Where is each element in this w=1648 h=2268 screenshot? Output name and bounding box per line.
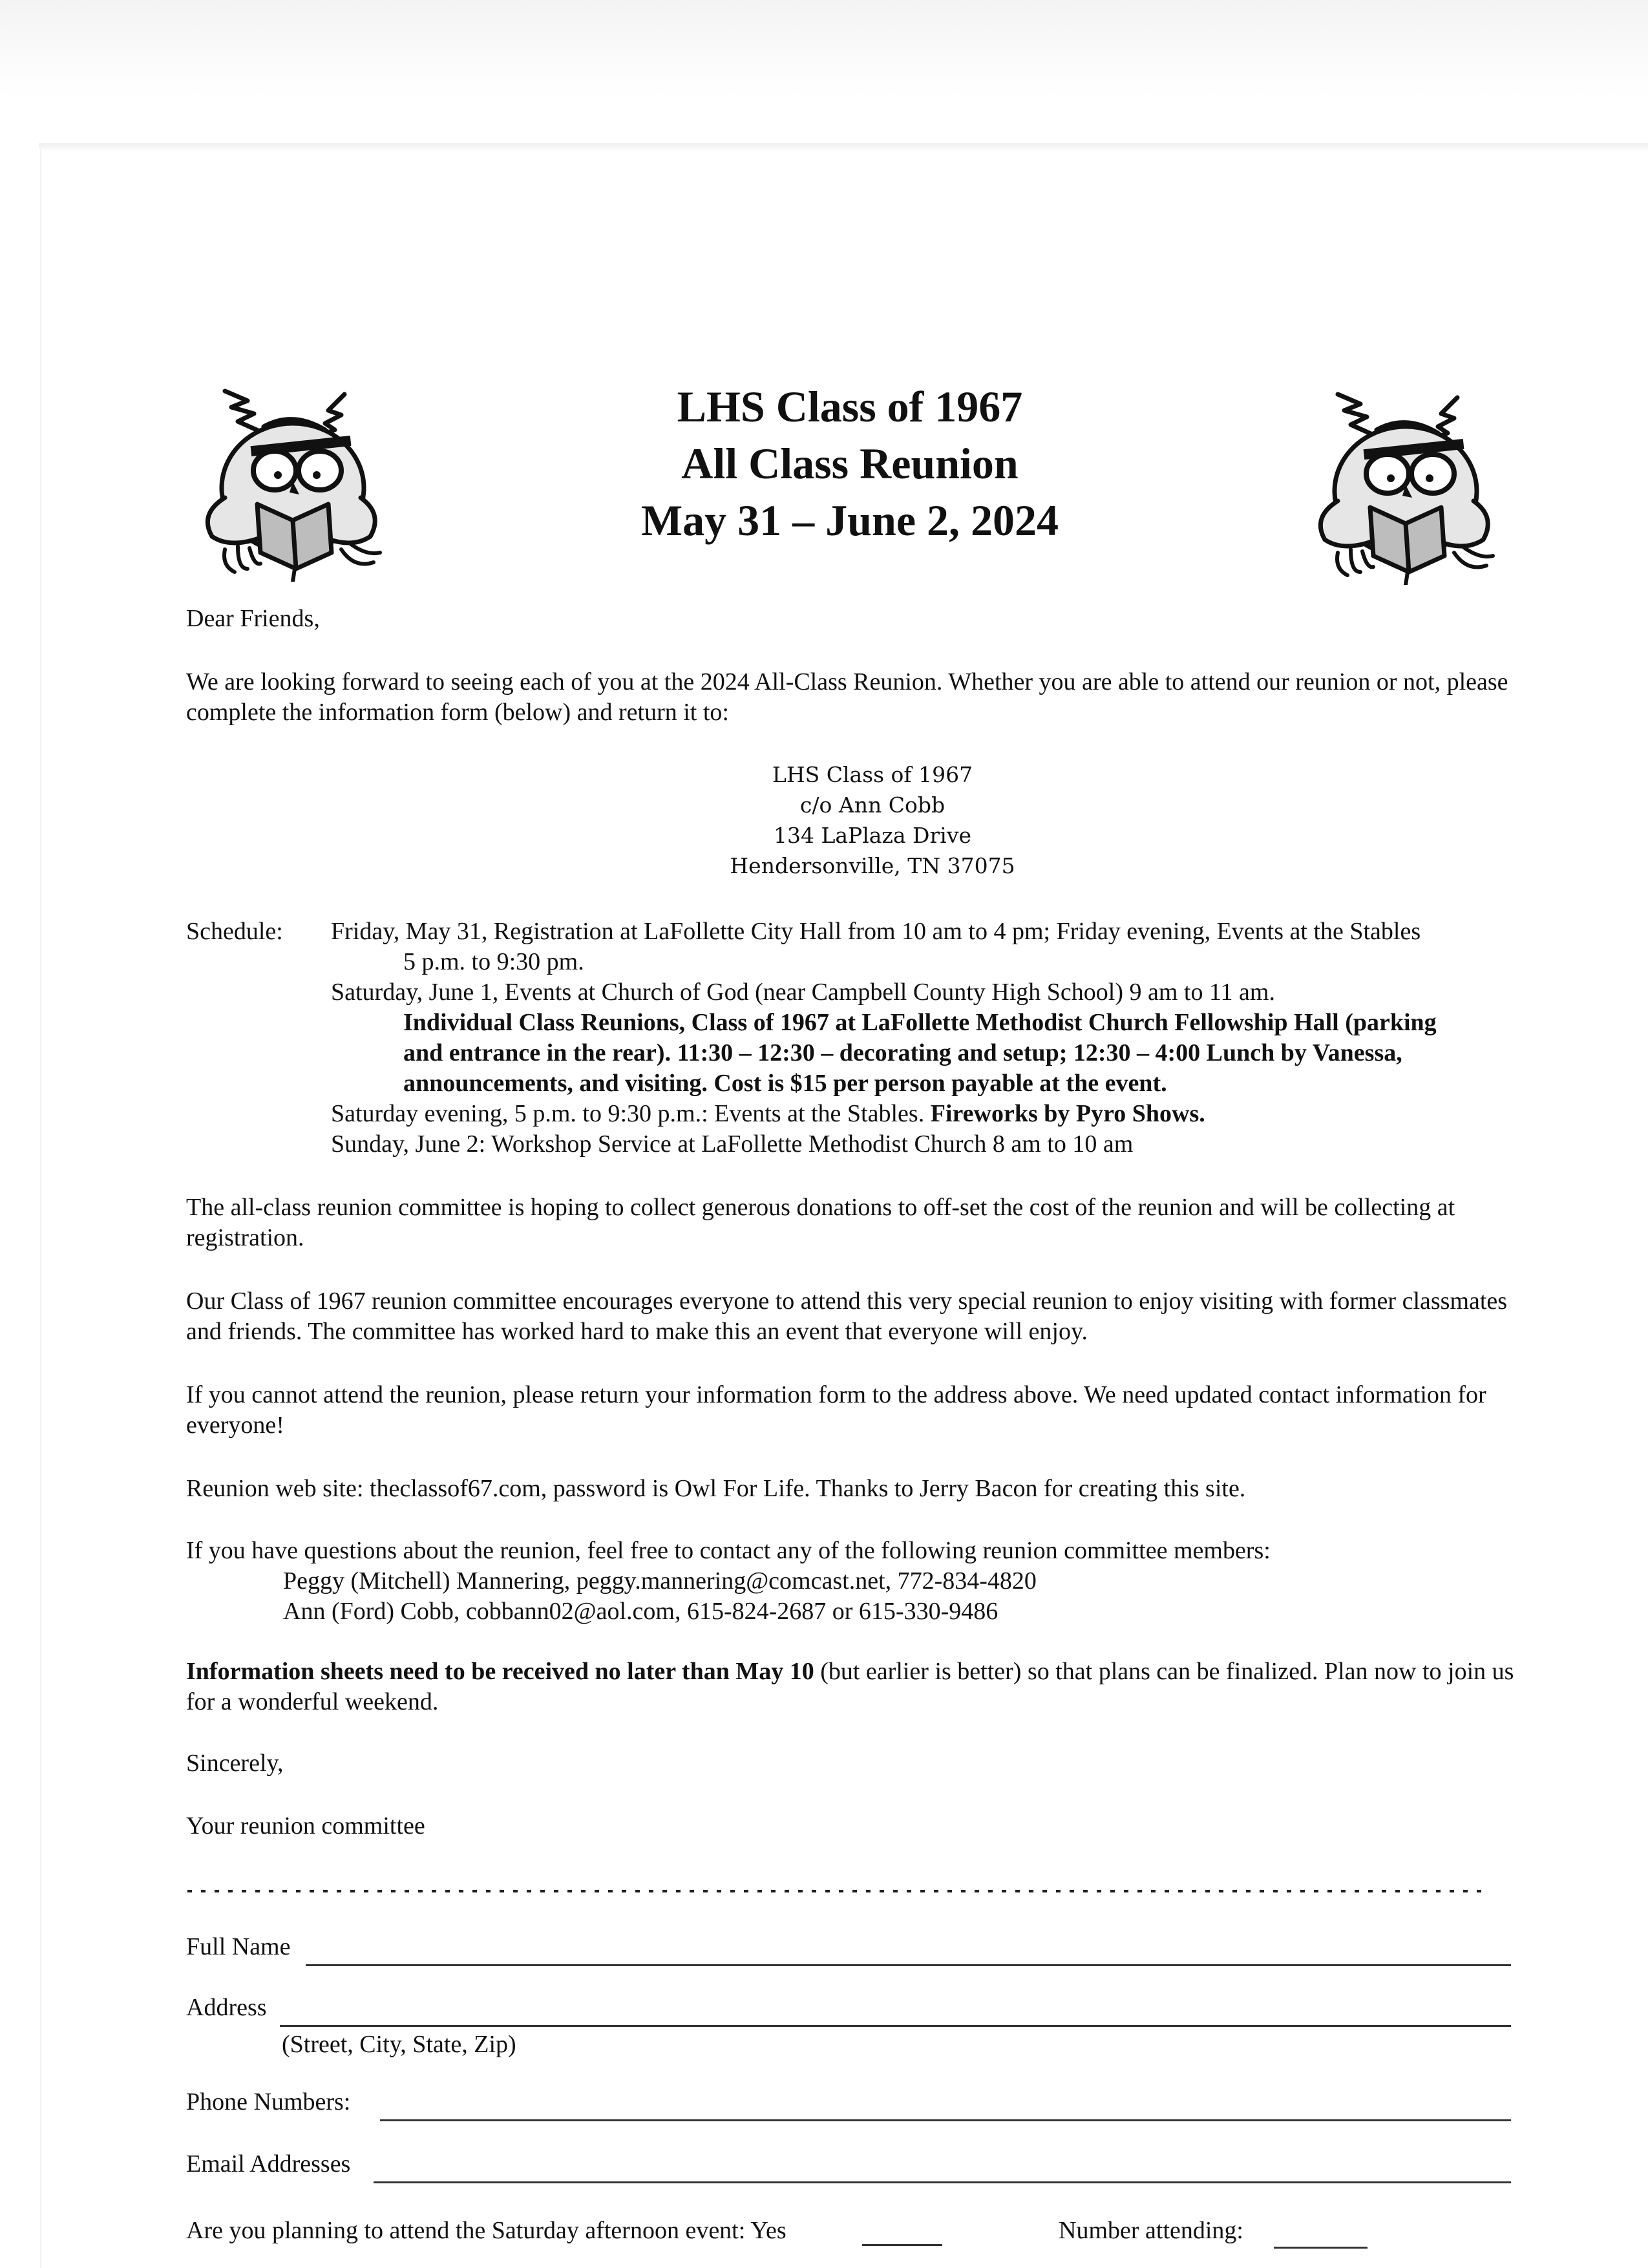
phone-label: Phone Numbers: — [186, 2088, 351, 2115]
questions-section — [186, 1536, 1545, 1627]
attend-question: Are you planning to attend the Saturday afternoon event: Yes — [186, 2217, 787, 2244]
schedule-saturday: Saturday, June 1, Events at Church of God (near Campbell County High School) 9 am to 11 am. — [331, 979, 1275, 1006]
email-input-line[interactable] — [374, 2181, 1511, 2183]
title-line-event: All Class Reunion — [681, 439, 1019, 488]
address-label: Address — [186, 1994, 267, 2021]
return-address — [646, 759, 1099, 881]
closing: Sincerely, — [186, 1750, 284, 1777]
cannot-attend-paragraph: If you cannot attend the reunion, please return your information form to the address above. We need updated contact information for everyone! — [186, 1381, 1486, 1439]
schedule-class-reunion-3: announcements, and visiting. Cost is $15 per person payable at the event. — [403, 1070, 1167, 1097]
saturday-evening-text: Saturday evening, 5 p.m. to 9:30 p.m.: Events at the Stables. — [331, 1100, 931, 1127]
deadline-bold: Information sheets need to be received no later than May 10 — [186, 1658, 814, 1685]
page-title — [452, 378, 1247, 549]
deadline-rest: (but earlier is better) so that plans can be finalized. Plan now to join us for a wonderful weekend. — [186, 1658, 1514, 1715]
full-name-input-line[interactable] — [306, 1964, 1511, 1966]
schedule-body — [331, 917, 1559, 1160]
donations-paragraph: The all-class reunion committee is hoping to collect generous donations to off-set the cost of the reunion and will be collecting at registration. — [186, 1194, 1455, 1251]
schedule-friday-cont: 5 p.m. to 9:30 pm. — [403, 948, 584, 975]
email-addresses-field[interactable] — [186, 2150, 1511, 2189]
attend-yes-blank[interactable] — [862, 2244, 942, 2246]
schedule-class-reunion-1: Individual Class Reunions, Class of 1967 at LaFollette Methodist Church Fellowship Hall (parking — [403, 1009, 1437, 1036]
phone-numbers-field[interactable] — [186, 2088, 1511, 2126]
contact-ann: Ann (Ford) Cobb, cobbann02@aol.com, 615-824-2687 or 615-330-9486 — [283, 1598, 998, 1625]
address-line-4: Hendersonville, TN 37075 — [730, 853, 1015, 878]
number-attending-label: Number attending: — [1059, 2217, 1243, 2244]
schedule-friday: Friday, May 31, Registration at LaFollette City Hall from 10 am to 4 pm; Friday evening, Events at the Stables — [331, 918, 1421, 945]
address-field[interactable] — [186, 1993, 1511, 2032]
schedule-label: Schedule: — [186, 918, 283, 945]
schedule-sunday: Sunday, June 2: Workshop Service at LaFollette Methodist Church 8 am to 10 am — [331, 1130, 1134, 1158]
owl-reading-book-icon — [186, 375, 399, 582]
address-line-2: c/o Ann Cobb — [799, 792, 945, 818]
address-line-3: 134 LaPlaza Drive — [773, 823, 971, 848]
full-name-label: Full Name — [186, 1933, 291, 1960]
owl-reading-book-icon — [1299, 378, 1512, 585]
intro-paragraph: We are looking forward to seeing each of you at the 2024 All-Class Reunion. Whether you are able to attend our reunion or not, please complete the information form (below) and return it to: — [186, 668, 1508, 726]
encourage-paragraph: Our Class of 1967 reunion committee encourages everyone to attend this very special reunion to enjoy visiting with former classmates and friends. The committee has worked hard to make this an event that everyone will enjoy. — [186, 1288, 1508, 1345]
contact-peggy: Peggy (Mitchell) Mannering, peggy.mannering@comcast.net, 772-834-4820 — [283, 1567, 1037, 1595]
phone-input-line[interactable] — [380, 2119, 1511, 2121]
salutation: Dear Friends, — [186, 605, 320, 632]
address-line-1: LHS Class of 1967 — [772, 762, 973, 787]
address-input-line[interactable] — [280, 2025, 1511, 2027]
deadline-paragraph — [186, 1657, 1543, 1717]
questions-text: If you have questions about the reunion, feel free to contact any of the following reunion committee members: — [186, 1537, 1271, 1564]
schedule-class-reunion-2: and entrance in the rear). 11:30 – 12:30 – decorating and setup; 12:30 – 4:00 Lunch by Vanessa, — [403, 1039, 1402, 1066]
address-hint: (Street, City, State, Zip) — [282, 2031, 516, 2058]
attendance-row — [186, 2216, 1543, 2252]
number-attending-blank[interactable] — [1274, 2247, 1368, 2249]
title-line-dates: May 31 – June 2, 2024 — [641, 496, 1059, 545]
signature: Your reunion committee — [186, 1812, 425, 1839]
email-label: Email Addresses — [186, 2150, 351, 2178]
full-name-field[interactable] — [186, 1933, 1511, 1971]
fireworks-text: Fireworks by Pyro Shows. — [930, 1100, 1205, 1127]
title-line-class: LHS Class of 1967 — [677, 382, 1023, 431]
cut-here-dashed-line — [187, 1890, 1490, 1892]
schedule-saturday-evening — [331, 1099, 1559, 1129]
website-paragraph: Reunion web site: theclassof67.com, password is Owl For Life. Thanks to Jerry Bacon for creating this site. — [186, 1475, 1246, 1502]
